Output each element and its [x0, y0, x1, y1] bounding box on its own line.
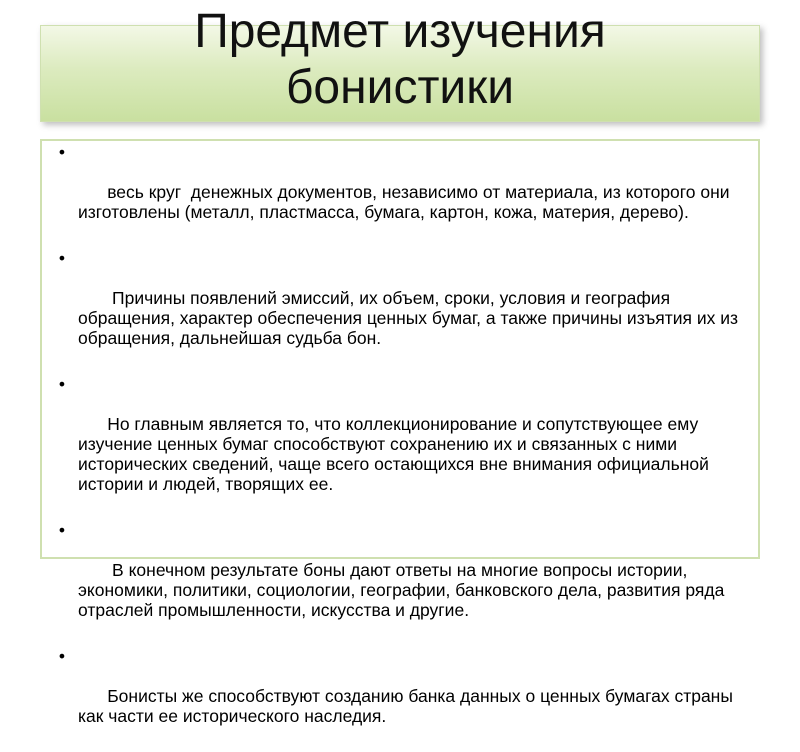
bullet-icon: •: [58, 646, 66, 666]
bullet-item: [52, 520, 752, 640]
bullet-item: [52, 248, 752, 368]
bullet-list: [52, 142, 752, 752]
bullet-item: [52, 646, 752, 746]
bullet-icon: •: [58, 374, 66, 394]
bullet-text: весь круг денежных документов, независимо от материала, из которого они изготовлены (металл, пластмасса, бумага, картон, кожа, материя, дерево).: [78, 182, 735, 222]
bullet-text: Но главным является то, что коллекционирование и сопутствующее ему изучение ценных бумаг способствуют сохранению их и связанных с ними исторических сведений, чаще всего остающихся вне внимания официальной истории и людей, творящих ее.: [78, 414, 714, 494]
bullet-text: Причины появлений эмиссий, их объем, сроки, условия и география обращения, характер обеспечения ценных бумаг, а также причины изъятия их из обращения, дальнейшая судьба бон.: [78, 288, 743, 348]
bullet-icon: •: [58, 248, 66, 268]
bullet-item: [52, 142, 752, 242]
bullet-text: В конечном результате боны дают ответы на многие вопросы истории, экономики, политики, социологии, географии, банковского дела, развития ряда отраслей промышленности, искусства и другие.: [78, 560, 730, 620]
slide-title: Предмет изучения бонистики: [194, 5, 606, 114]
bullet-item: [52, 374, 752, 514]
bullet-icon: •: [58, 520, 66, 540]
bullet-icon: •: [58, 142, 66, 162]
bullet-text: Бонисты же способствуют созданию банка данных о ценных бумагах страны как части ее исторического наследия.: [78, 686, 738, 726]
